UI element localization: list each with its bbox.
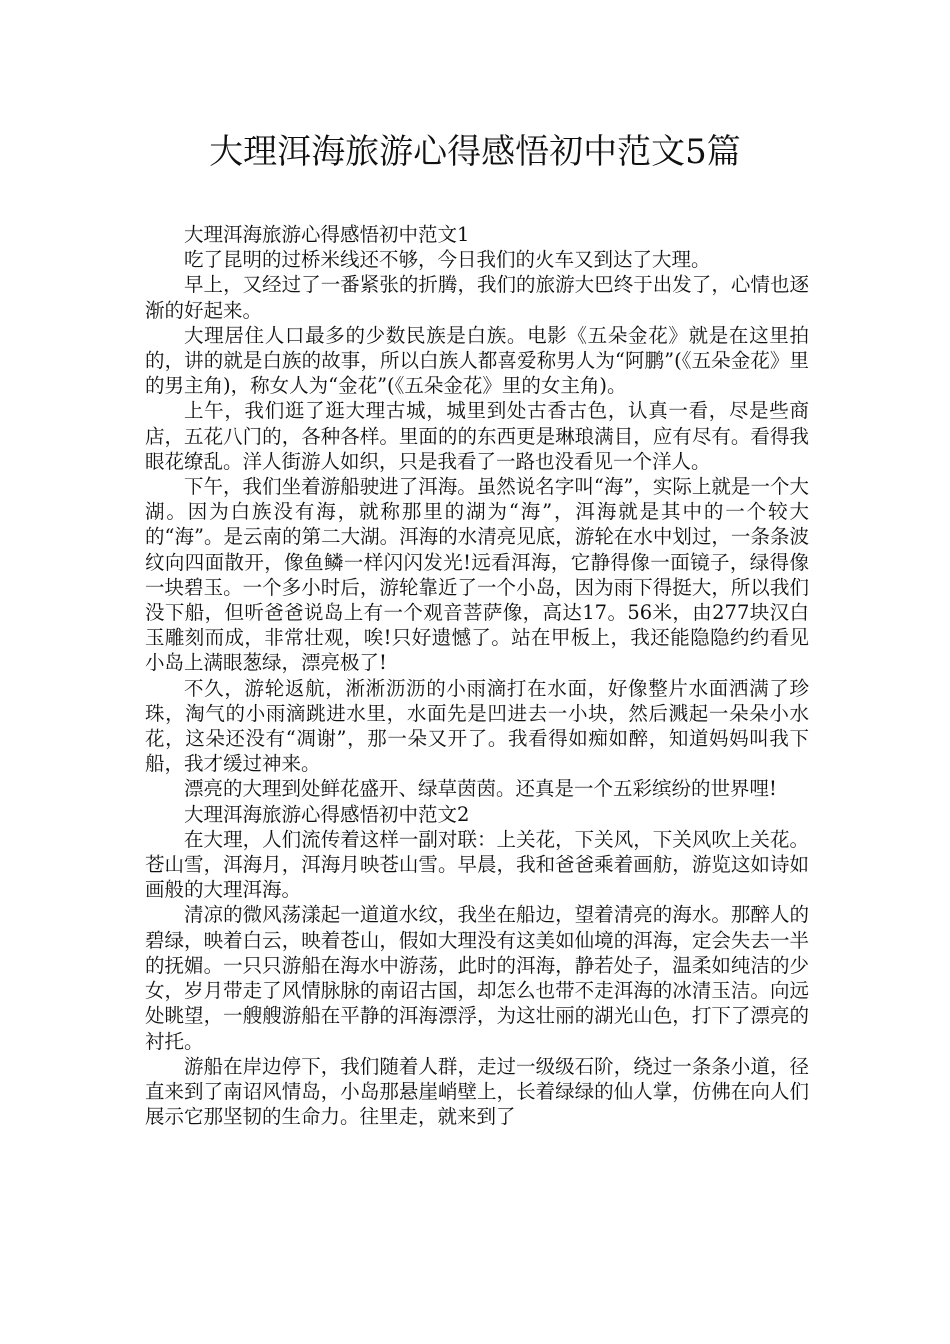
paragraph: 清凉的微风荡漾起一道道水纹，我坐在船边，望着清亮的海水。那醉人的碧绿，映着白云，映着苍山，假如大理没有这美如仙境的洱海，定会失去一半的抚媚。一只只游船在海水中游荡，此时的洱海，静若处子，温柔如纯洁的少女，岁月带走了风情脉脉的南诏古国，却怎么也带不走洱海的冰清玉洁。向远处眺望，一艘艘游船在平静的洱海漂浮，为这壮丽的湖光山色，打下了漂亮的衬托。: [145, 903, 809, 1053]
paragraph: 在大理，人们流传着这样一副对联：上关花，下关风，下关风吹上关花。苍山雪，洱海月，洱海月映苍山雪。早晨，我和爸爸乘着画舫，游览这如诗如画般的大理洱海。: [145, 827, 809, 902]
document-title: 大理洱海旅游心得感悟初中范文5篇: [209, 132, 741, 172]
paragraph: 大理居住人口最多的少数民族是白族。电影《五朵金花》就是在这里拍的，讲的就是白族的故事，所以白族人都喜爱称男人为“阿鹏”(《五朵金花》里的男主角)，称女人为“金花”(《五朵金花》里的女主角)。: [145, 323, 809, 398]
document-body: [145, 222, 809, 1129]
paragraph: 早上，又经过了一番紧张的折腾，我们的旅游大巴终于出发了，心情也逐渐的好起来。: [145, 273, 809, 322]
section-heading: 大理洱海旅游心得感悟初中范文2: [184, 802, 470, 826]
paragraph: 上午，我们逛了逛大理古城，城里到处古香古色，认真一看，尽是些商店，五花八门的，各种各样。里面的的东西更是琳琅满目，应有尽有。看得我眼花缭乱。洋人街游人如织，只是我看了一路也没看见一个洋人。: [145, 399, 809, 473]
paragraph: 吃了昆明的过桥米线还不够，今日我们的火车又到达了大理。: [184, 248, 711, 272]
paragraph: 不久，游轮返航，淅淅沥沥的小雨滴打在水面，好像整片水面洒满了珍珠，淘气的小雨滴跳进水里，水面先是凹进去一小块，然后溅起一朵朵小水花，这朵还没有“凋谢”，那一朵又开了。我看得如痴如醉，知道妈妈叫我下船，我才缓过神来。: [145, 676, 809, 776]
paragraph: 游船在岸边停下，我们随着人群，走过一级级石阶，绕过一条条小道，径直来到了南诏风情岛，小岛那悬崖峭壁上，长着绿绿的仙人掌，仿佛在向人们展示它那坚韧的生命力。往里走，就来到了: [145, 1054, 809, 1129]
section-heading: 大理洱海旅游心得感悟初中范文1: [184, 223, 470, 246]
paragraph: 下午，我们坐着游船驶进了洱海。虽然说名字叫“海”，实际上就是一个大湖。因为白族没有海，就称那里的湖为“海”，洱海就是其中的一个较大的“海”。是云南的第二大湖。洱海的水清亮见底，游轮在水中划过，一条条波纹向四面散开，像鱼鳞一样闪闪发光!远看洱海，它静得像一面镜子，绿得像一块碧玉。一个多小时后，游轮靠近了一个小岛，因为雨下得挺大，所以我们没下船，但听爸爸说岛上有一个观音菩萨像，高达17。56米，由277块汉白玉雕刻而成，非常壮观，唉!只好遗憾了。站在甲板上，我还能隐隐约约看见小岛上满眼葱绿，漂亮极了!: [145, 475, 809, 675]
paragraph: 漂亮的大理到处鲜花盛开、绿草茵茵。还真是一个五彩缤纷的世界哩!: [184, 777, 777, 801]
